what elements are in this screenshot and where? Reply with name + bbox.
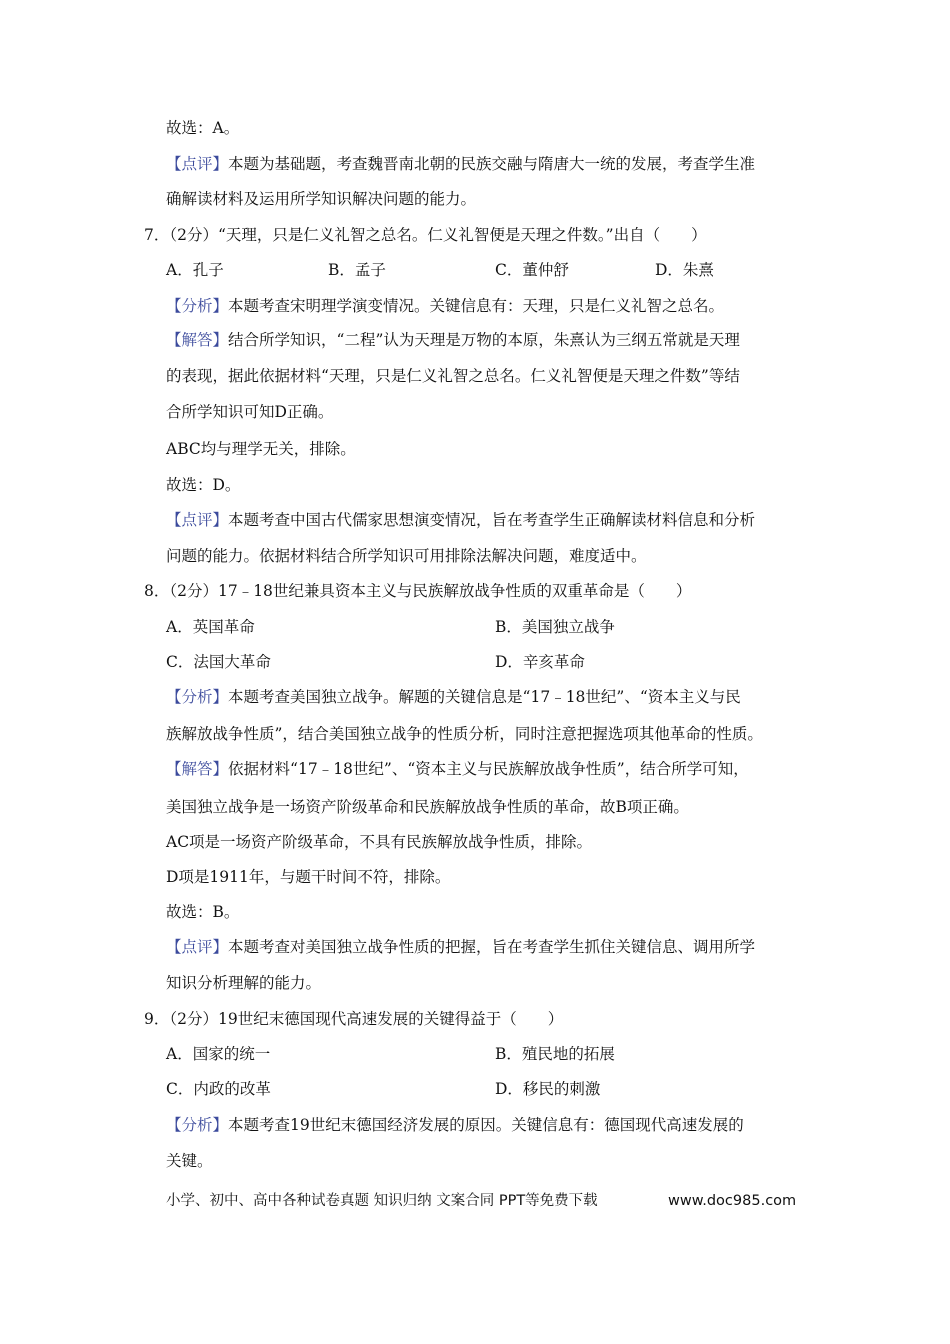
q8-comment-2: 知识分析理解的能力。	[166, 974, 322, 992]
q8-comment-1: 【点评】本题考查对美国独立战争性质的把握，旨在考查学生抓住关键信息、调用所学	[166, 938, 756, 956]
q7-comment-1: 【点评】本题考查中国古代儒家思想演变情况，旨在考查学生正确解读材料信息和分析	[166, 511, 756, 529]
q7-answer-3: 合所学知识可知D正确。	[166, 403, 334, 421]
q7-comment-2: 问题的能力。依据材料结合所学知识可用排除法解决问题，难度适中。	[166, 547, 647, 565]
footer-url[interactable]: www.doc985.com	[668, 1193, 797, 1209]
q9-analysis-1: 【分析】本题考查19世纪末德国经济发展的原因。关键信息有：德国现代高速发展的	[166, 1116, 744, 1134]
comment-tag: 【点评】	[166, 511, 229, 529]
analysis-tag: 【分析】	[166, 297, 229, 315]
q8-answer-1: 【解答】依据材料“17﹣18世纪”、“资本主义与民族解放战争性质”，结合所学可知，	[166, 760, 749, 778]
q9-option-b: B．殖民地的拓展	[495, 1045, 615, 1063]
footer-text: 小学、初中、高中各种试卷真题 知识归纳 文案合同 PPT等免费下载	[166, 1193, 598, 1209]
q8-answer-4: D项是1911年，与题干时间不符，排除。	[166, 868, 451, 886]
q8-option-d: D．辛亥革命	[495, 653, 585, 671]
q8-analysis-1: 【分析】本题考查美国独立战争。解题的关键信息是“17﹣18世纪”、“资本主义与民	[166, 688, 741, 706]
q7-answer-2: 的表现，据此依据材料“天理，只是仁义礼智之总名。仁义礼智便是天理之件数”等结	[166, 367, 740, 385]
q8-option-a: A．英国革命	[166, 618, 255, 636]
q8-option-c: C．法国大革命	[166, 653, 271, 671]
q8-answer-3: AC项是一场资产阶级革命，不具有民族解放战争性质，排除。	[166, 833, 593, 851]
q8-answer-5: 故选：B。	[166, 903, 240, 921]
q9-option-d: D．移民的刺激	[495, 1080, 601, 1098]
q7-answer-4: ABC均与理学无关，排除。	[166, 440, 356, 458]
analysis-tag: 【分析】	[166, 1116, 229, 1134]
q8-analysis-2: 族解放战争性质”，结合美国独立战争的性质分析，同时注意把握选项其他革命的性质。	[166, 725, 763, 743]
q7-option-b: B．孟子	[328, 261, 386, 279]
q7-option-d: D．朱熹	[655, 261, 714, 279]
question-9-stem: 9．（2分）19世纪末德国现代高速发展的关键得益于（ ）	[144, 1010, 564, 1028]
question-8-stem: 8．（2分）17﹣18世纪兼具资本主义与民族解放战争性质的双重革命是（ ）	[144, 582, 692, 600]
q8-answer-2: 美国独立战争是一场资产阶级革命和民族解放战争性质的革命，故B项正确。	[166, 798, 689, 816]
comment-line: 【点评】本题为基础题，考查魏晋南北朝的民族交融与隋唐大一统的发展，考查学生准	[166, 155, 756, 173]
q7-option-c: C．董仲舒	[495, 261, 569, 279]
q9-analysis-2: 关键。	[166, 1152, 213, 1170]
q7-option-a: A．孔子	[166, 261, 224, 279]
q8-option-b: B．美国独立战争	[495, 618, 615, 636]
q7-answer-5: 故选：D。	[166, 476, 241, 494]
question-7-stem: 7．（2分）“天理，只是仁义礼智之总名。仁义礼智便是天理之件数。”出自（ ）	[144, 226, 707, 244]
comment-tag: 【点评】	[166, 155, 229, 173]
comment-line-cont: 确解读材料及运用所学知识解决问题的能力。	[166, 190, 477, 208]
answer-tag: 【解答】	[166, 760, 229, 778]
q9-option-a: A．国家的统一	[166, 1045, 271, 1063]
answer-line: 故选：A。	[166, 119, 240, 137]
q7-analysis: 【分析】本题考查宋明理学演变情况。关键信息有：天理，只是仁义礼智之总名。	[166, 297, 725, 315]
analysis-tag: 【分析】	[166, 688, 229, 706]
answer-tag: 【解答】	[166, 331, 229, 349]
q7-answer-1: 【解答】结合所学知识，“二程”认为天理是万物的本原，朱熹认为三纲五常就是天理	[166, 331, 740, 349]
q9-option-c: C．内政的改革	[166, 1080, 271, 1098]
comment-tag: 【点评】	[166, 938, 229, 956]
